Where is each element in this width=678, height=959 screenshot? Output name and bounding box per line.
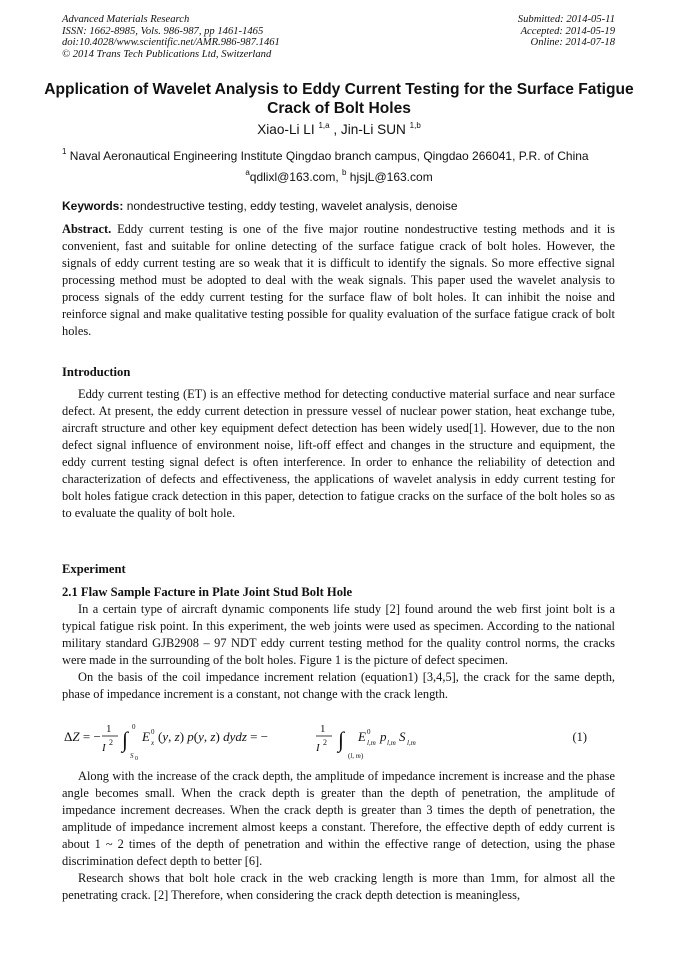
svg-text:0: 0 [367, 728, 371, 736]
dates-info [518, 14, 615, 49]
svg-text:(y, z) p(y, z) dydz = −: (y, z) p(y, z) dydz = − [158, 729, 269, 744]
paragraph: Along with the increase of the crack depth, the amplitude of impedance increment is increase and the phase angle becomes small. When the crack depth is greater than the depth of penetration, the amplitude of impedance increment decreases. When the crack depth is greater than 3 times the depth of penetration, the amplitude of impedance increment almost keeps a constant. Therefore, the effective depth of eddy current is about 1 ~ 2 times of the depth of penetration and within the effective range of detection, using the phase discrimination defect depth to better [6]. [62, 769, 615, 868]
journal-info [62, 14, 280, 60]
svg-text:0: 0 [132, 723, 136, 731]
affiliation [62, 149, 589, 164]
svg-text:E: E [358, 729, 366, 744]
svg-text:0: 0 [151, 728, 155, 736]
author-name: Xiao-Li LI [257, 122, 315, 137]
keywords-label: Keywords: [62, 199, 124, 213]
svg-text:1: 1 [320, 723, 326, 735]
svg-text:2: 2 [323, 738, 327, 747]
equation-1 [62, 722, 615, 762]
submitted-date: Submitted: 2014-05-11 [517, 14, 615, 25]
svg-text:E: E [142, 729, 150, 744]
svg-text:1: 1 [106, 723, 112, 735]
author-separator: , [329, 122, 341, 137]
paragraph: On the basis of the coil impedance increment relation (equation1) [3,4,5], the crack for the same depth, phase of impedance increment is a constant, not change with the crack length. [62, 670, 615, 701]
paragraph: Eddy current testing (ET) is an effective method for detecting conductive material surface and near surface defect. At present, the eddy current detection in pressure vessel of nuclear power station, heat exchange tube, aircraft structure and other key equipment defect detection has been widely used[1]. However, due to the non defect signal influence of environment noise, lift-off effect and changes in the structure and equipment, the eddy current testing signal defect is often interference. In order to enhance the reliability of detection and characterization of defects and effectiveness, the applications of wavelet analysis in eddy current testing for bolt holes fatigue crack detection in this paper, detection to fatigue cracks on the surface of the bolt holes so as to evaluate the quality of bolt hole. [62, 387, 615, 520]
subsection-heading: 2.1 Flaw Sample Facture in Plate Joint Stud Bolt Hole [62, 585, 353, 599]
svg-text:(l, m): (l, m) [348, 752, 364, 760]
email-b: hjsjL@163.com [349, 170, 433, 184]
author-line [0, 122, 678, 138]
affiliation-marker: 1 [62, 147, 67, 156]
svg-text:∫: ∫ [122, 727, 129, 752]
svg-text:p: p [380, 729, 387, 744]
abstract-text: Eddy current testing is one of the five major routine nondestructive testing methods and it is convenient, fast and suitable for online detecting of the surface fatigue crack of bolt holes. However, the signals of eddy current testing are so weak that it is difficult to identify the signals. So more effective signal processing method must be adopted to deal with the weak signals. This paper used the wavelet analysis to process signals of the eddy current testing for the surface flaw of bolt holes. It can inhibit the noise and reinforce signal and make qualitative testing possible for quality evaluation of the surface fatigue crack of bolt holes. [62, 222, 615, 338]
section-heading-introduction: Introduction [62, 365, 131, 379]
experiment-body-continued [62, 768, 615, 904]
svg-text:S: S [130, 752, 134, 760]
introduction-body [62, 386, 615, 522]
abstract-label: Abstract. [62, 222, 112, 236]
experiment-body [62, 601, 615, 703]
email-marker: a [245, 168, 250, 177]
svg-text:2: 2 [109, 738, 113, 747]
abstract [62, 221, 615, 340]
svg-text:S: S [399, 729, 406, 744]
svg-text:0: 0 [135, 756, 138, 762]
equation-number: (1) [572, 730, 587, 744]
journal-name: Advanced Materials Research [62, 14, 190, 25]
svg-text:x: x [151, 739, 155, 747]
svg-text:ΔZ = −: ΔZ = − [64, 729, 101, 744]
equation-graphic [62, 722, 562, 762]
issn-line: ISSN: 1662-8985, Vols. 986-987, pp 1461-1465 [62, 25, 264, 37]
svg-text:l,m: l,m [387, 739, 396, 747]
email-line [0, 170, 678, 185]
doi-line: doi:10.4028/www.scientific.net/AMR.986-987.1461 [62, 37, 280, 49]
svg-text:I: I [102, 742, 106, 754]
affiliation-text: Naval Aeronautical Engineering Institute Qingdao branch campus, Qingdao 266041, P.R. of China [69, 149, 589, 163]
svg-text:I: I [316, 742, 320, 754]
svg-text:l,m: l,m [407, 739, 416, 747]
paper-title: Application of Wavelet Analysis to Eddy Current Testing for the Surface Fatigue Crack of Bolt Holes [44, 81, 634, 117]
keywords [62, 199, 618, 214]
svg-text:l,m: l,m [367, 739, 376, 747]
email-a: qdlixl@163.com, [249, 170, 339, 184]
copyright-line: © 2014 Trans Tech Publications Ltd, Switzerland [62, 48, 272, 60]
online-date: Online: 2014-07-18 [530, 37, 615, 49]
author-name: Jin-Li SUN [340, 122, 406, 137]
email-marker: b [342, 168, 347, 177]
paragraph: Research shows that bolt hole crack in the web cracking length is more than 1mm, for almost all the penetrating crack. [2] Therefore, when considering the crack depth detection is meaningless, [62, 871, 615, 902]
keywords-text: nondestructive testing, eddy testing, wavelet analysis, denoise [126, 199, 458, 213]
author-affil-marker: 1,a [318, 121, 330, 130]
accepted-date: Accepted: 2014-05-19 [520, 25, 615, 37]
svg-text:∫: ∫ [338, 727, 345, 752]
author-affil-marker: 1,b [409, 121, 421, 130]
section-heading-experiment: Experiment [62, 562, 126, 576]
paragraph: In a certain type of aircraft dynamic components life study [2] found around the web first joint bolt is a typical fatigue risk point. In this experiment, the web joints were used as specimen. According to the national military standard GJB2908 – 97 NDT eddy current testing method for the quality control norms, the cracks were made in the surrounding of the bolt holes. Figure 1 is the picture of defect specimen. [62, 602, 615, 667]
